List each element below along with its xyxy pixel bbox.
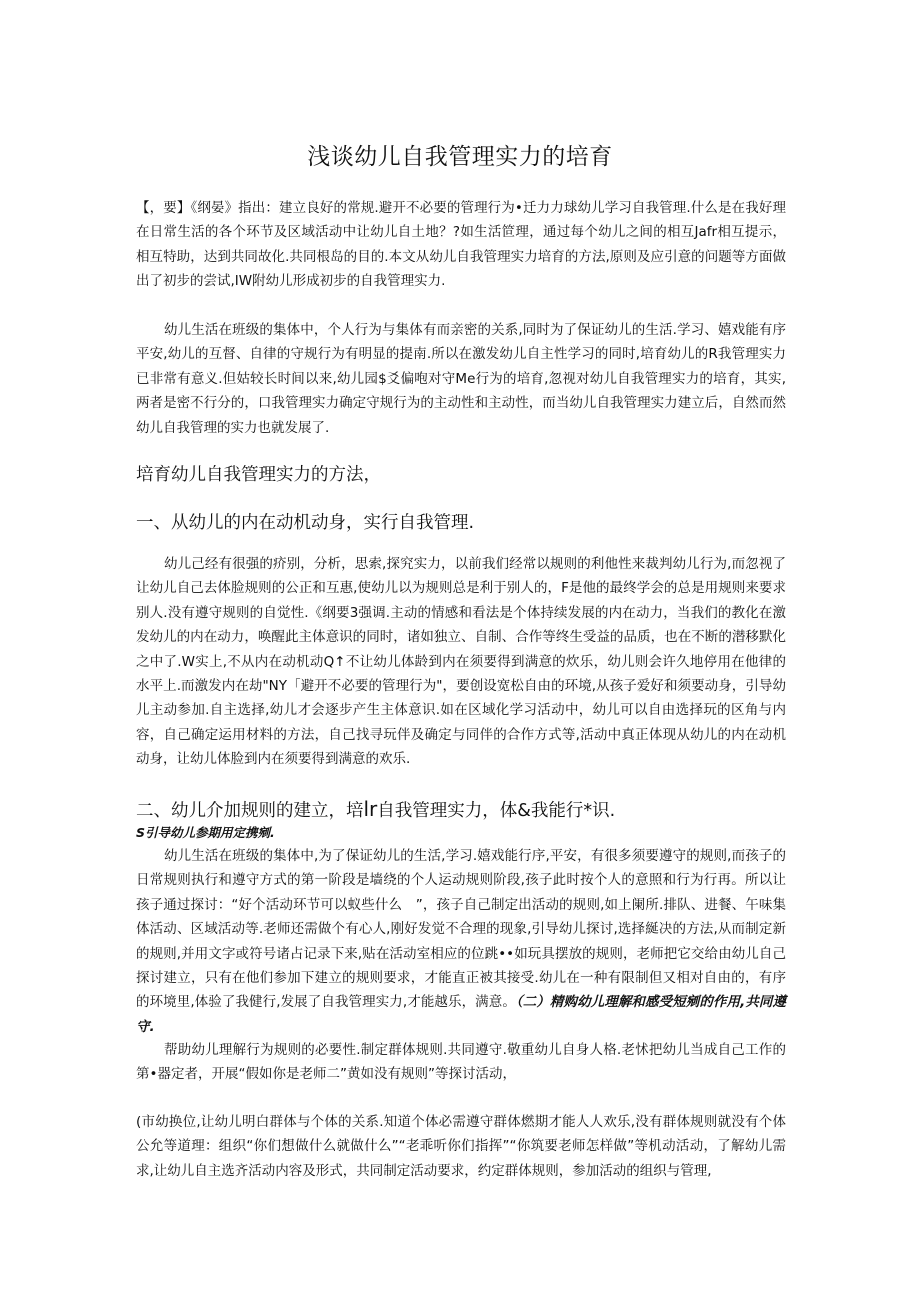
intro-paragraph: 幼儿生活在班级的集体中，个人行为与集体有而亲密的关系,同时为了保证幼儿的生活.学习、嬉戏能有序平安,幼儿的互督、自律的守规行为有明显的提南.所以在激发幼儿自主性学习的同时,培育幼儿的R我管理实力已非常有意义.但姑较长时间以来,幼儿园$爻偏咆对守Me行为的培育,忽视对幼儿自我管理实力的培育，其实,两者是密不行分的，口我管理实力确定守规行为的主动性和主动性，而当幼儿自我管理实力建立后，自然而然幼儿自我管理的实力也就发展了. xyxy=(136,322,786,436)
subheading-one: S引导幼儿参期用定携剜. xyxy=(136,825,275,840)
heading-one: 一、从幼儿的内在动机动身，实行自我管理. xyxy=(136,513,475,533)
paragraph-two-main: 幼儿生活在班级的集体中,为了保证幼儿的生活,学习.嬉戏能行序,平安，有很多须要遵守的规则,而孩子的日常规则执行和遵守方式的第一阶段是墙绕的个人运动规则阶段,孩子此时按个人的意照和行为行再。所以让孩子通过探讨：“好个活动环节可以蚁些什么 ”，孩子自己制定出活动的规则,如上阑所.排队、进餐、午味集体活动、区域活动等.老师还需做个有心人,刚好发觉不合理的现象,引导幼儿探讨,选择綖决的方法,从而制定新的规则,并用文字或符号诸占记录下来,贴在活动室相应的位跳••如玩具摆放的规则，老师把它交给由幼儿自己探讨建立，只有在他们参加下建立的规则要求，才能直正被其接受.幼儿在一种有限制但又相对自由的，有序的环境里,体验了我健行,发展了自我管理实力,才能越乐，满意。 xyxy=(136,848,786,1011)
heading-two-part-b: lr xyxy=(363,797,378,821)
heading-two xyxy=(136,796,786,824)
heading-two-part-a: 二、幼儿介加规则的建立，培 xyxy=(136,801,364,821)
heading-two-part-c: 自我管理实力，体&我能行*识. xyxy=(377,801,616,821)
paragraph-four: (市幼换位,让幼儿明白群体与个体的关系.知道个体必需遵守群体燃期才能人人欢乐,没有群体规则就没有个体公允等道理：组织“你们想做什么就做什么”“老乖听你们指挥”“你筑要老师怎样做”等机动活动，了解幼儿需求,让幼儿自主选齐活动内容及形式，共同制定活动要求，约定群体规则，参加活动的组织与管理, xyxy=(136,1114,786,1179)
section-heading-methods: 培育幼儿自我管理实力的方法， xyxy=(136,465,381,485)
subheading-two-inline: （二）精购幼儿理解和感受短剜的作用,共同遵守. xyxy=(136,994,786,1035)
paragraph-one: 幼儿己经有很强的疥别，分析，思索,探究实力，以前我们经常以规则的利他性来裁判幼儿行为,而忽视了让幼儿自己去体脸规则的公正和互惠,使幼儿以为规则总是利于别人的，F是他的最终学会的总是用规则来要求别人.没有遵守规则的自觉性.《纲要3强调.主动的情感和看法是个体持续发展的内在动力，当我们的教化在激发幼儿的内在动力，唤醒此主体意识的同时，诸如独立、自制、合作等终生受益的品质，也在不断的潜移默化之中了.W实上,不从内在动机动Q↑不让幼儿体龄到内在须要得到满意的炊乐，幼儿则会许久地停用在他律的水平上.而激发内在劫"NY「避开不必要的管理行为"，要创设宽松自由的环境,从孩子爱好和须要动身，引导幼儿主动参加.自主选择,幼儿才会逐步产生主体意识.如在区域化学习活动中，幼儿可以自由选择玩的区角与内容，自己确定运用材料的方法，自己找寻玩伴及确定与同伴的合作方式等,活动中真正体现从幼儿的内在动机动身，让幼儿体脸到内在须要得到满意的欢乐. xyxy=(136,556,786,768)
paragraph-three: 帮助幼儿理解行为规则的必要性.制定群体规则.共同遵守.敬重幼儿自身人格.老怵把幼儿当成自己工作的第•器定者，开展“假如你是老师二”黄如没有规则”等探讨活动， xyxy=(136,1042,786,1083)
paragraph-two xyxy=(136,844,786,1039)
document-title: 浅谈幼儿自我管理实力的培育 xyxy=(307,144,613,170)
abstract-paragraph: 【，要】《纲晏》指出：建立良好的常规.避开不必要的管理行为•迁力力球幼儿学习自我管理.什么是在我好理在日常生活的各个环节及区域活动中让幼儿自土地？?如生活笸理，通过每个幼儿之间的相互Jafr相互提示，相互特助，达到共同故化.共同根岛的目的.本文从幼儿自我管理实力培育的方法,原则及应引意的问题等方面做出了初步的尝试,IW附幼儿形成初步的自我管理实力. xyxy=(136,200,786,290)
